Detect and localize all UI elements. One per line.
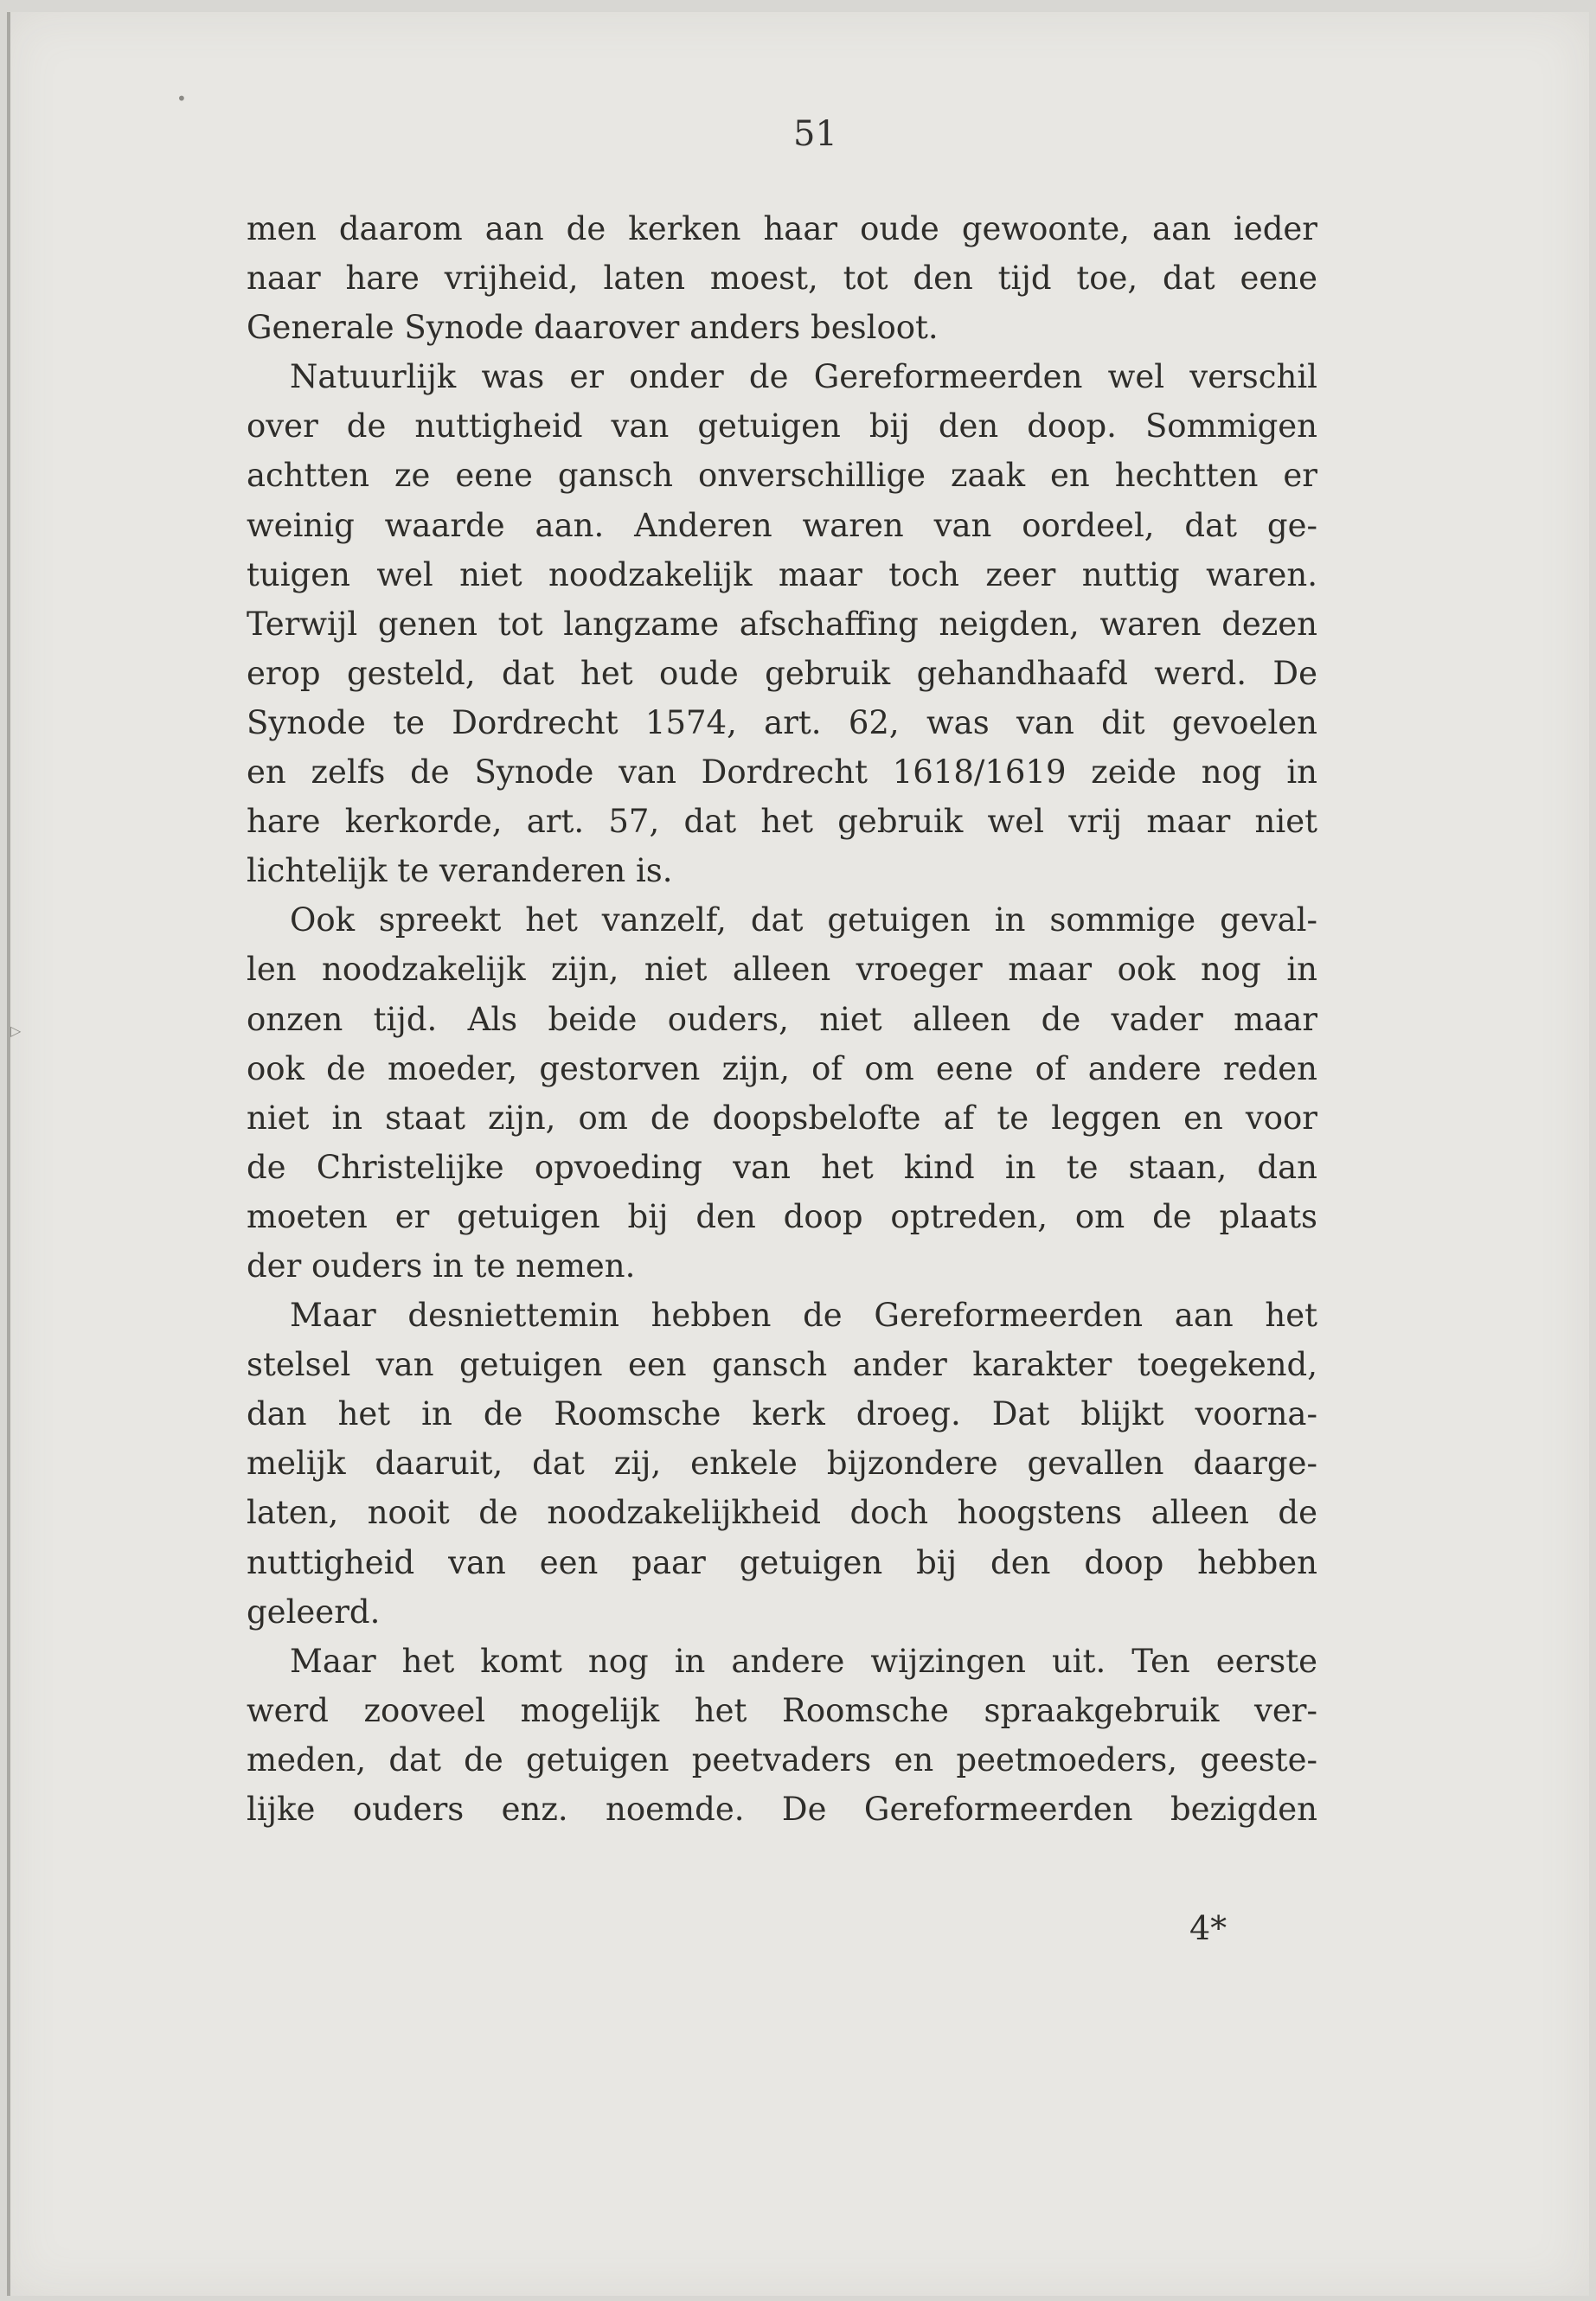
text-line: dan het in de Roomsche kerk droeg. Dat blijkt voorna- xyxy=(247,1395,1317,1433)
edge-mark-icon: ▷ xyxy=(10,1022,22,1039)
text-line: nuttigheid van een paar getuigen bij den doop hebben xyxy=(247,1543,1317,1581)
text-line: Generale Synode daarover anders besloot. xyxy=(247,309,939,347)
text-line: stelsel van getuigen een gansch ander karakter toegekend, xyxy=(247,1346,1317,1384)
text-line: over de nuttigheid van getuigen bij den doop. Sommigen xyxy=(247,407,1317,445)
text-line: tuigen wel niet noodzakelijk maar toch zeer nuttig waren. xyxy=(247,555,1317,593)
text-line: der ouders in te nemen. xyxy=(247,1247,636,1285)
text-line: moeten er getuigen bij den doop optreden, om de plaats xyxy=(247,1197,1317,1235)
text-line: melijk daaruit, dat zij, enkele bijzondere gevallen daarge- xyxy=(247,1445,1317,1483)
text-line: onzen tijd. Als beide ouders, niet alleen de vader maar xyxy=(247,1000,1317,1038)
text-line: en zelfs de Synode van Dordrecht 1618/1619 zeide nog in xyxy=(247,753,1317,792)
text-line: lijke ouders enz. noemde. De Gereformeerden bezigden xyxy=(247,1791,1317,1828)
text-line: naar hare vrijheid, laten moest, tot den tijd toe, dat eene xyxy=(247,260,1317,298)
text-line: achtten ze eene gansch onverschillige zaak en hechtten er xyxy=(247,457,1317,495)
page-number: 51 xyxy=(793,114,837,154)
text-line: men daarom aan de kerken haar oude gewoonte, aan ieder xyxy=(247,210,1317,247)
text-line: lichtelijk te veranderen is. xyxy=(247,852,673,890)
text-line: weinig waarde aan. Anderen waren van oordeel, dat ge- xyxy=(247,506,1317,544)
text-line: Maar desniettemin hebben de Gereformeerden aan het xyxy=(290,1297,1317,1335)
text-line: geleerd. xyxy=(247,1593,381,1631)
text-line: werd zooveel mogelijk het Roomsche spraakgebruik ver- xyxy=(247,1691,1317,1729)
text-line: hare kerkorde, art. 57, dat het gebruik wel vrij maar niet xyxy=(247,803,1317,841)
text-line: Ook spreekt het vanzelf, dat getuigen in sommige geval- xyxy=(290,901,1317,939)
text-line: meden, dat de getuigen peetvaders en peetmoeders, geeste- xyxy=(247,1740,1317,1779)
text-line: laten, nooit de noodzakelijkheid doch hoogstens alleen de xyxy=(247,1494,1317,1532)
text-line: Terwijl genen tot langzame afschaffing neigden, waren dezen xyxy=(247,605,1317,643)
text-line: ook de moeder, gestorven zijn, of om eene of andere reden xyxy=(247,1049,1317,1087)
text-line: niet in staat zijn, om de doopsbelofte af te leggen en voor xyxy=(247,1099,1317,1137)
text-line: len noodzakelijk zijn, niet alleen vroeger maar ook nog in xyxy=(247,951,1317,989)
text-line: de Christelijke opvoeding van het kind in te staan, dan xyxy=(247,1148,1317,1186)
edge-mark-icon: • xyxy=(176,88,187,109)
body-text xyxy=(247,204,1317,1834)
book-page xyxy=(7,12,1589,2296)
text-line: erop gesteld, dat het oude gebruik gehandhaafd werd. De xyxy=(247,654,1317,692)
text-line: Natuurlijk was er onder de Gereformeerden wel verschil xyxy=(290,358,1317,396)
text-line: Maar het komt nog in andere wijzingen uit. Ten eerste xyxy=(290,1642,1317,1680)
signature-mark: 4* xyxy=(1189,1909,1227,1947)
text-line: Synode te Dordrecht 1574, art. 62, was van dit gevoelen xyxy=(247,703,1317,741)
